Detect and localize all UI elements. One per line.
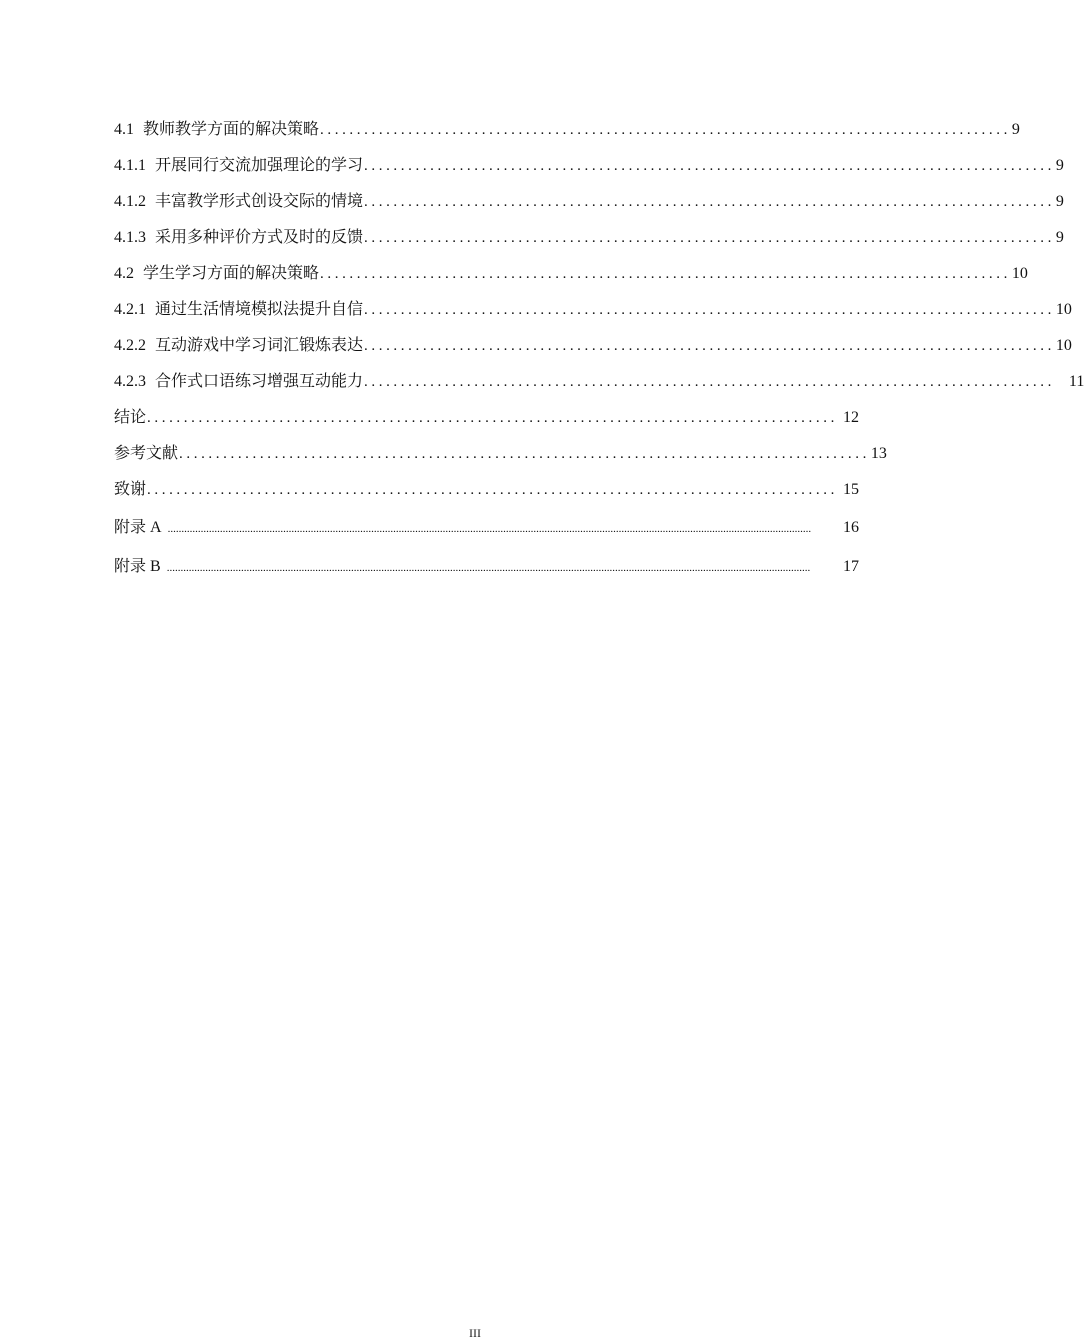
toc-entry-number: 4.1.3 — [114, 229, 146, 246]
toc-entry-title: 合作式口语练习增强互动能力 — [155, 373, 364, 390]
toc-dot-leader: .......................................................................................................................................................................................................................................... — [166, 562, 811, 574]
toc-dot-leader: .............................................................................................. — [364, 302, 1055, 318]
toc-entry-number: 4.1.1 — [114, 157, 146, 174]
toc-dot-leader: .............................................................................................. — [364, 338, 1055, 354]
toc-entry-title: 结论 — [114, 409, 147, 426]
toc-entry[interactable] — [114, 328, 1072, 364]
toc-dot-leader: .......................................................................................................................................................................................................................................... — [167, 523, 812, 535]
table-of-contents — [114, 112, 1084, 586]
toc-dot-leader: .............................................................................................. — [147, 410, 838, 426]
toc-dot-leader: .............................................................................................. — [179, 446, 870, 462]
page-number: III — [469, 1326, 481, 1340]
toc-dot-leader: .............................................................................................. — [364, 230, 1055, 246]
toc-entry-title: 附录 A — [114, 519, 162, 536]
toc-entry-page: 10 — [1055, 301, 1072, 318]
toc-entry-page: 17 — [843, 558, 859, 575]
toc-entry-title: 学生学习方面的解决策略 — [143, 265, 320, 282]
toc-entry-page: 15 — [843, 481, 859, 498]
toc-dot-leader: .............................................................................................. — [147, 482, 838, 498]
toc-entry-page: 11 — [1068, 373, 1084, 390]
toc-entry[interactable] — [114, 400, 859, 436]
toc-entry-page: 9 — [1055, 229, 1064, 246]
toc-entry[interactable] — [114, 508, 859, 547]
toc-dot-leader: .............................................................................................. — [364, 158, 1055, 174]
toc-dot-leader: .............................................................................................. — [320, 266, 1011, 282]
toc-entry-title: 教师教学方面的解决策略 — [143, 121, 320, 138]
toc-entry-page: 10 — [1011, 265, 1028, 282]
toc-entry-page: 9 — [1055, 157, 1064, 174]
toc-entry-title: 互动游戏中学习词汇锻炼表达 — [155, 337, 364, 354]
toc-dot-leader: .............................................................................................. — [364, 194, 1055, 210]
toc-entry-page: 13 — [870, 445, 887, 462]
toc-entry-title: 参考文献 — [114, 445, 179, 462]
toc-entry[interactable] — [114, 256, 1028, 292]
toc-entry-number: 4.2 — [114, 265, 134, 282]
toc-entry-page: 12 — [843, 409, 859, 426]
toc-entry[interactable] — [114, 472, 859, 508]
toc-entry[interactable] — [114, 220, 1064, 256]
toc-entry-number: 4.1.2 — [114, 193, 146, 210]
toc-entry-number: 4.1 — [114, 121, 134, 138]
toc-entry-page: 9 — [1011, 121, 1020, 138]
toc-dot-leader: .............................................................................................. — [320, 122, 1011, 138]
toc-entry[interactable] — [114, 112, 1020, 148]
toc-entry-title: 采用多种评价方式及时的反馈 — [155, 229, 364, 246]
toc-entry-title: 丰富教学形式创设交际的情境 — [155, 193, 364, 210]
toc-entry[interactable] — [114, 292, 1072, 328]
toc-entry-number: 4.2.3 — [114, 373, 146, 390]
toc-entry-number: 4.2.1 — [114, 301, 146, 318]
toc-entry-title: 附录 B — [114, 558, 161, 575]
toc-entry-title: 通过生活情境模拟法提升自信 — [155, 301, 364, 318]
toc-entry-page: 16 — [843, 519, 859, 536]
toc-entry-page: 9 — [1055, 193, 1064, 210]
toc-entry[interactable] — [114, 547, 859, 586]
toc-entry[interactable] — [114, 436, 887, 472]
toc-entry[interactable] — [114, 148, 1064, 184]
toc-entry[interactable] — [114, 364, 1084, 400]
toc-entry[interactable] — [114, 184, 1064, 220]
toc-entry-title: 致谢 — [114, 481, 147, 498]
toc-entry-page: 10 — [1055, 337, 1072, 354]
toc-entry-title: 开展同行交流加强理论的学习 — [155, 157, 364, 174]
toc-dot-leader: .............................................................................................. — [364, 374, 1055, 390]
toc-entry-number: 4.2.2 — [114, 337, 146, 354]
